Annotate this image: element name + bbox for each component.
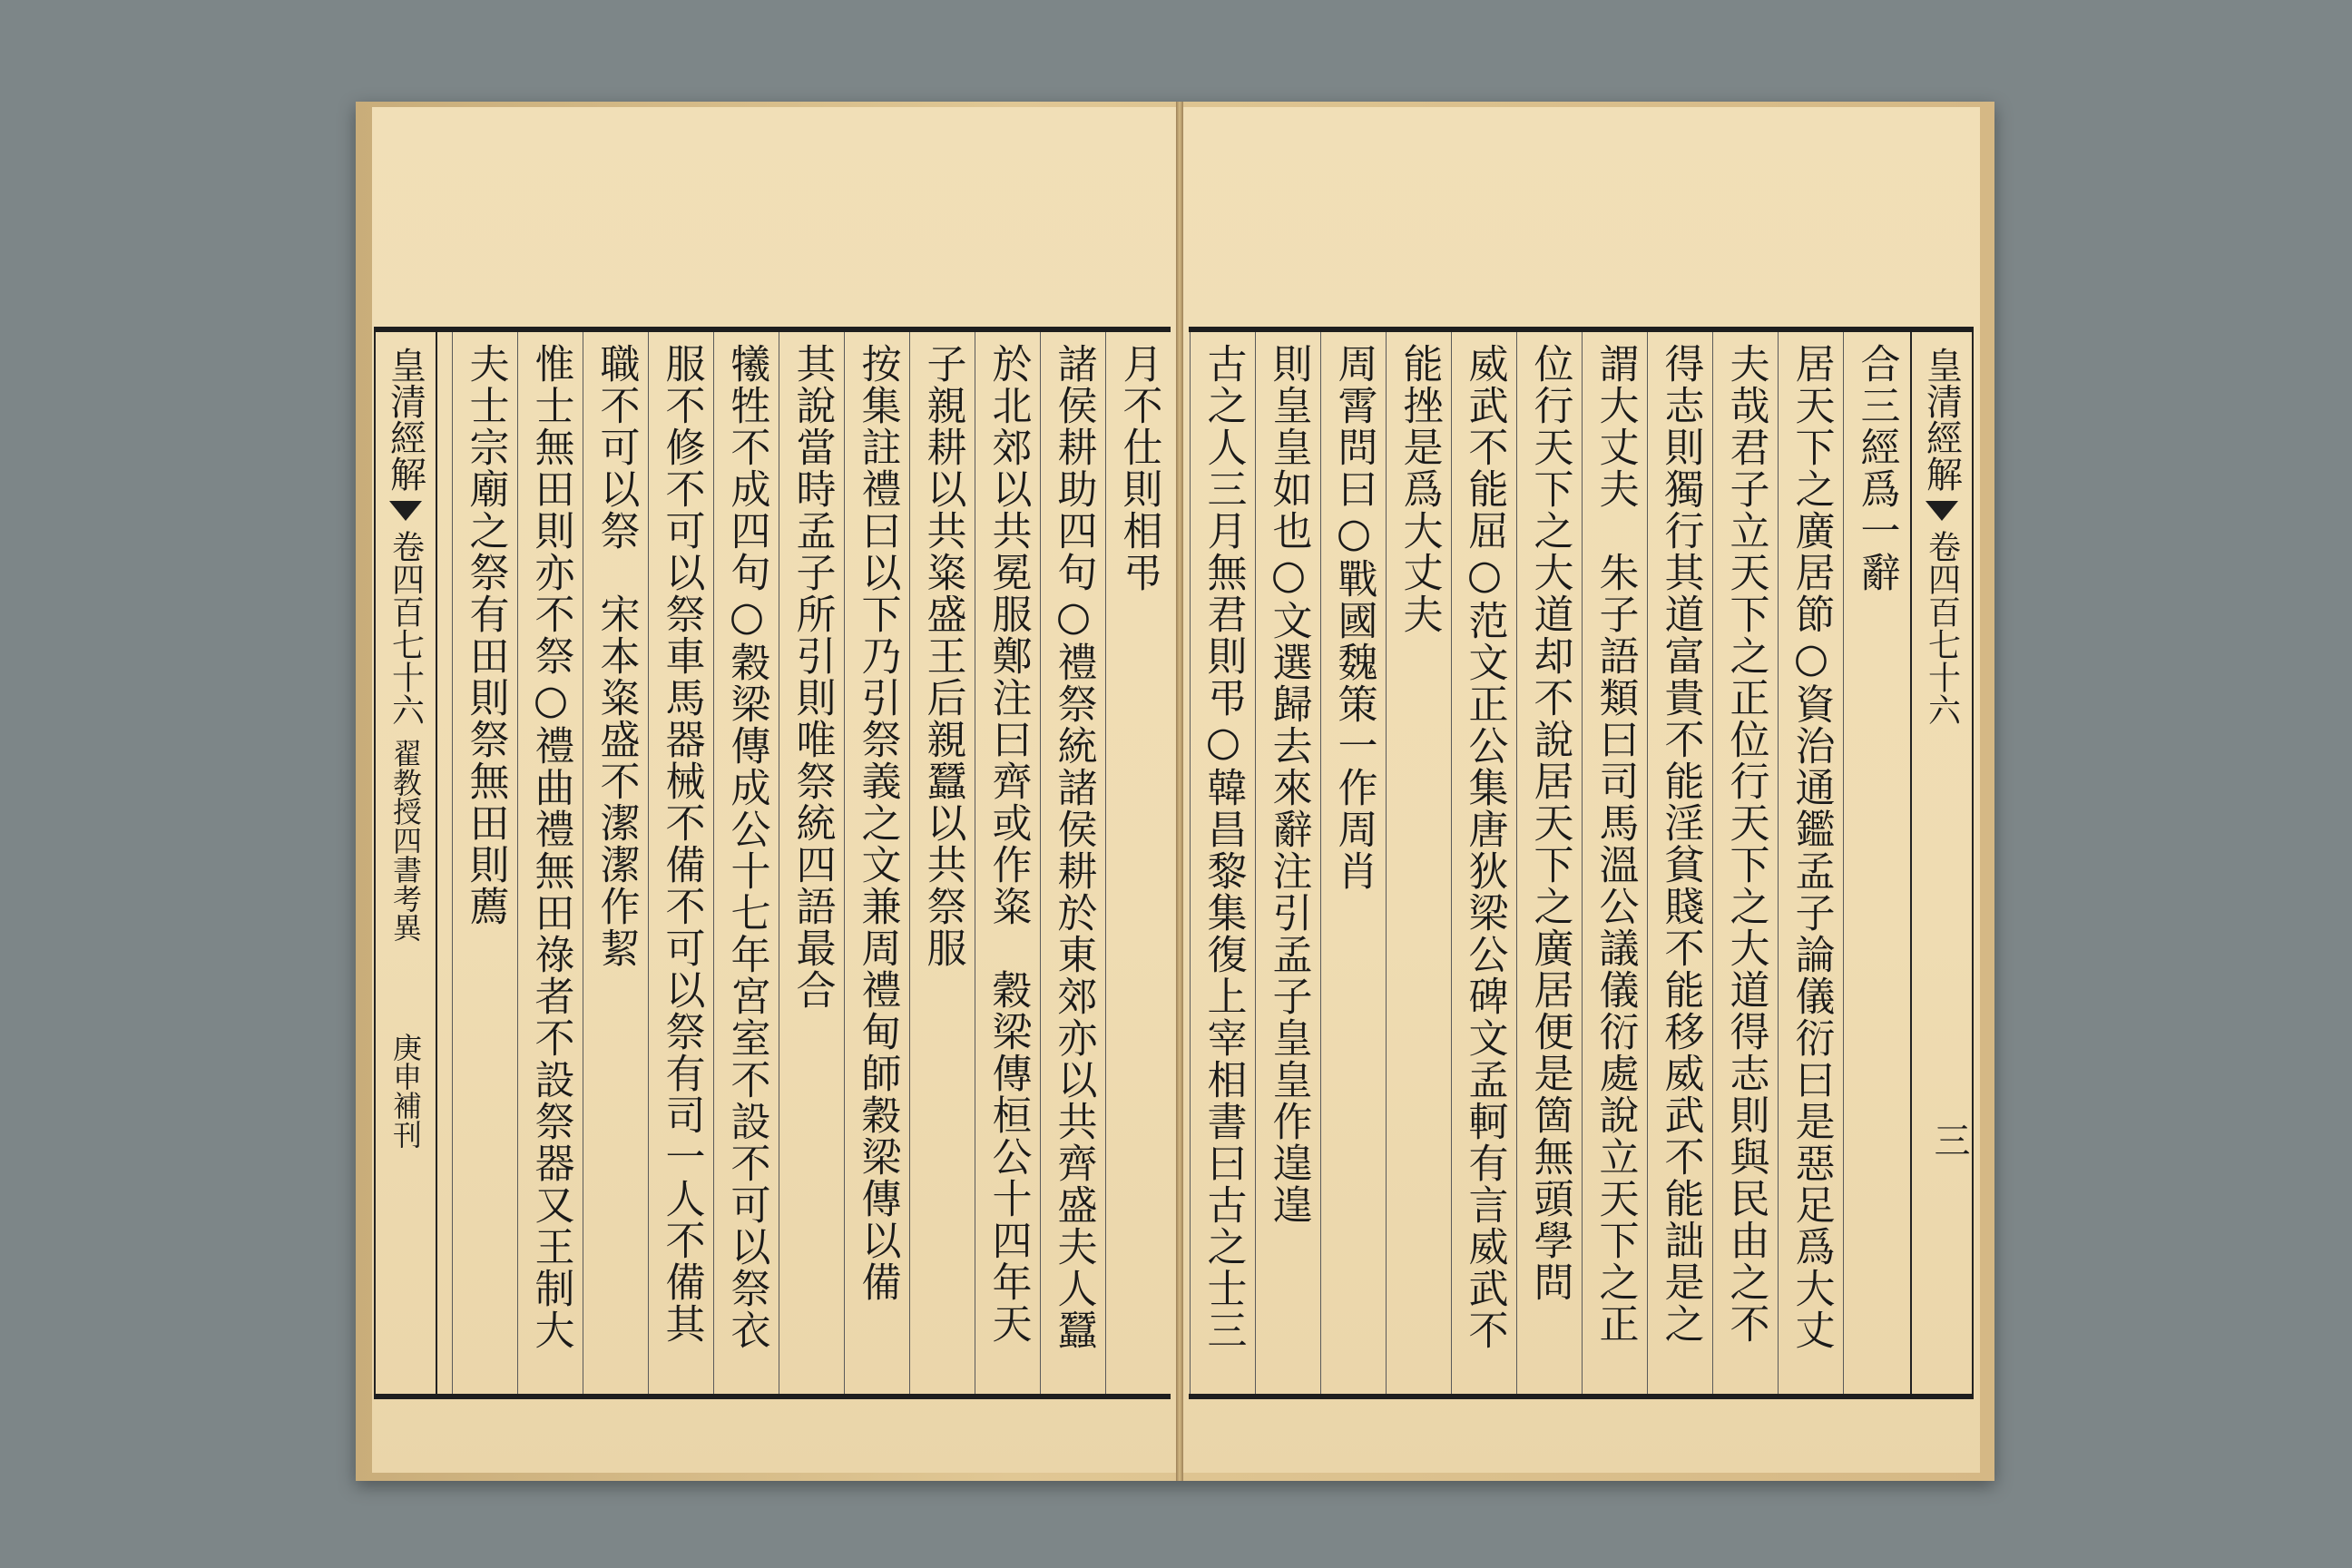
text-column-content: 職不可以祭 宋本粢盛不潔潔作絜 bbox=[593, 343, 640, 969]
right-page-frame bbox=[1189, 327, 1974, 1399]
text-column bbox=[1843, 332, 1908, 1394]
text-column-content: 夫哉君子立天下之正位行天下之大道得志則與民由之不 bbox=[1722, 343, 1769, 1345]
text-column-content: 能挫是爲大丈夫 bbox=[1396, 343, 1443, 635]
left-margin-subtitle: 翟教授四書考異 bbox=[388, 739, 423, 942]
text-column bbox=[517, 332, 583, 1394]
text-column bbox=[1320, 332, 1386, 1394]
fish-tail-mark bbox=[1926, 501, 1958, 521]
text-column-content: 於北郊以共冕服鄭注曰齊或作粢 穀梁傳桓公十四年天 bbox=[985, 343, 1032, 1345]
book-spine bbox=[1176, 102, 1183, 1481]
right-text-body bbox=[1189, 332, 1908, 1394]
text-column-content: 威武不能屈○范文正公集唐狄梁公碑文孟軻有言威武不 bbox=[1461, 343, 1508, 1351]
right-margin-volume: 卷四百七十六 bbox=[1923, 530, 1961, 726]
text-column bbox=[713, 332, 779, 1394]
text-column-content: 則皇皇如也○文選歸去來辭注引孟子皇皇作遑遑 bbox=[1265, 343, 1312, 1226]
left-text-body bbox=[439, 332, 1171, 1394]
text-column bbox=[452, 332, 517, 1394]
text-column bbox=[844, 332, 909, 1394]
text-column-content: 周霄問曰○戰國魏策一作周肖 bbox=[1330, 343, 1377, 892]
left-margin-volume: 卷四百七十六 bbox=[387, 530, 425, 726]
text-column bbox=[1778, 332, 1843, 1394]
left-margin-title: 皇清經解 bbox=[384, 347, 426, 492]
text-column-content: 服不修不可以祭車馬器械不備不可以祭有司一人不備其 bbox=[658, 343, 705, 1345]
text-column bbox=[975, 332, 1040, 1394]
text-column bbox=[1451, 332, 1516, 1394]
text-column-content: 月不仕則相弔 bbox=[1115, 343, 1162, 593]
left-margin-footer: 庚申補刊 bbox=[388, 1033, 423, 1149]
text-column-content: 夫士宗廟之祭有田則祭無田則薦 bbox=[462, 343, 509, 927]
text-column bbox=[1255, 332, 1320, 1394]
right-margin-column bbox=[1910, 332, 1974, 1394]
text-column-content: 謂大丈夫 朱子語類曰司馬溫公議儀衍處說立天下之正 bbox=[1592, 343, 1639, 1345]
text-column-content: 其說當時孟子所引則唯祭統四語最合 bbox=[789, 343, 836, 1011]
text-column-content: 按集註禮曰以下乃引祭義之文兼周禮甸師穀梁傳以備 bbox=[854, 343, 901, 1303]
text-column bbox=[1582, 332, 1647, 1394]
fish-tail-mark bbox=[389, 501, 422, 521]
text-column bbox=[779, 332, 844, 1394]
left-page-frame bbox=[374, 327, 1171, 1399]
text-column bbox=[583, 332, 648, 1394]
text-column-content: 惟士無田則亦不祭○禮曲禮無田祿者不設祭器又王制大 bbox=[527, 343, 574, 1351]
text-column-content: 合三經爲一辭 bbox=[1853, 343, 1900, 593]
text-column bbox=[648, 332, 713, 1394]
text-column-content: 諸侯耕助四句○禮祭統諸侯耕於東郊亦以共齊盛夫人蠶 bbox=[1050, 343, 1097, 1351]
text-column bbox=[909, 332, 975, 1394]
text-column bbox=[1105, 332, 1171, 1394]
text-column-content: 犧牲不成四句○穀梁傳成公十七年宮室不設不可以祭衣 bbox=[723, 343, 770, 1351]
right-page-number: 三 bbox=[1928, 1122, 1970, 1158]
left-margin-column bbox=[374, 332, 437, 1394]
text-column-content: 得志則獨行其道富貴不能淫貧賤不能移威武不能詘是之 bbox=[1657, 343, 1704, 1345]
text-column bbox=[1190, 332, 1255, 1394]
text-column bbox=[1516, 332, 1582, 1394]
text-column-content: 子親耕以共粢盛王后親蠶以共祭服 bbox=[919, 343, 966, 969]
text-column bbox=[1712, 332, 1778, 1394]
text-column-content: 居天下之廣居節○資治通鑑孟子論儀衍曰是惡足爲大丈 bbox=[1788, 343, 1835, 1351]
text-column bbox=[1040, 332, 1105, 1394]
text-column-content: 位行天下之大道却不說居天下之廣居便是箇無頭學問 bbox=[1526, 343, 1573, 1303]
text-column bbox=[1647, 332, 1712, 1394]
text-column-content: 古之人三月無君則弔○韓昌黎集復上宰相書曰古之士三 bbox=[1200, 343, 1247, 1351]
text-column bbox=[1386, 332, 1451, 1394]
right-margin-title: 皇清經解 bbox=[1920, 347, 1963, 492]
